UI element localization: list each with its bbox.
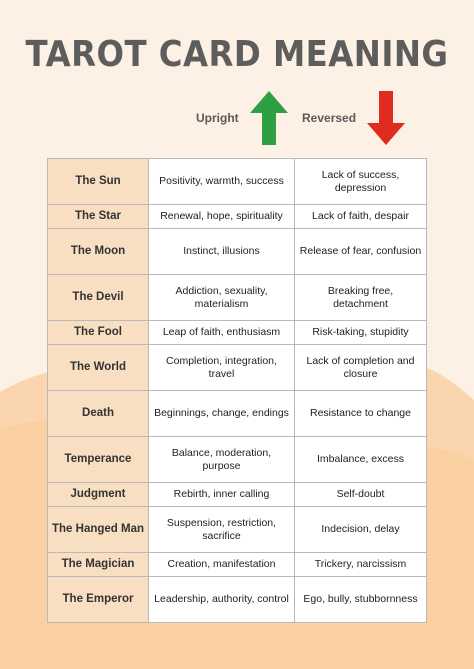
upright-meaning-cell: Positivity, warmth, success	[149, 159, 295, 205]
table-row	[48, 345, 427, 391]
upright-meaning-cell: Renewal, hope, spirituality	[149, 205, 295, 229]
reversed-meaning-cell: Lack of faith, despair	[295, 205, 427, 229]
table-row	[48, 391, 427, 437]
card-name-cell: The Emperor	[48, 577, 149, 623]
card-name-cell: The Magician	[48, 553, 149, 577]
upright-meaning-cell: Balance, moderation, purpose	[149, 437, 295, 483]
upright-meaning-cell: Instinct, illusions	[149, 229, 295, 275]
card-name-cell: The Sun	[48, 159, 149, 205]
reversed-meaning-cell: Indecision, delay	[295, 507, 427, 553]
card-name-cell: The Star	[48, 205, 149, 229]
reversed-meaning-cell: Breaking free, detachment	[295, 275, 427, 321]
reversed-meaning-cell: Resistance to change	[295, 391, 427, 437]
upright-meaning-cell: Beginnings, change, endings	[149, 391, 295, 437]
table-row	[48, 321, 427, 345]
reversed-meaning-cell: Risk-taking, stupidity	[295, 321, 427, 345]
reversed-label: Reversed	[302, 111, 357, 125]
table-row	[48, 483, 427, 507]
upright-meaning-cell: Rebirth, inner calling	[149, 483, 295, 507]
upright-meaning-cell: Leap of faith, enthusiasm	[149, 321, 295, 345]
page-title: TAROT CARD MEANING	[25, 34, 449, 75]
card-name-cell: The Moon	[48, 229, 149, 275]
card-name-cell: The Devil	[48, 275, 149, 321]
upright-meaning-cell: Suspension, restriction, sacrifice	[149, 507, 295, 553]
reversed-meaning-cell: Trickery, narcissism	[295, 553, 427, 577]
table-row	[48, 275, 427, 321]
arrow-up-icon	[250, 91, 288, 145]
table-row	[48, 437, 427, 483]
table-row	[48, 159, 427, 205]
arrow-down-icon	[367, 91, 405, 145]
upright-meaning-cell: Leadership, authority, control	[149, 577, 295, 623]
upright-meaning-cell: Completion, integration, travel	[149, 345, 295, 391]
table-row	[48, 553, 427, 577]
card-name-cell: The Hanged Man	[48, 507, 149, 553]
upright-meaning-cell: Addiction, sexuality, materialism	[149, 275, 295, 321]
reversed-meaning-cell: Lack of success, depression	[295, 159, 427, 205]
reversed-meaning-cell: Self-doubt	[295, 483, 427, 507]
upright-meaning-cell: Creation, manifestation	[149, 553, 295, 577]
card-name-cell: The World	[48, 345, 149, 391]
card-name-cell: Temperance	[48, 437, 149, 483]
tarot-table	[47, 158, 427, 623]
table-row	[48, 229, 427, 275]
card-name-cell: The Fool	[48, 321, 149, 345]
card-name-cell: Death	[48, 391, 149, 437]
card-name-cell: Judgment	[48, 483, 149, 507]
table-row	[48, 507, 427, 553]
reversed-meaning-cell: Release of fear, confusion	[295, 229, 427, 275]
table-row	[48, 205, 427, 229]
reversed-meaning-cell: Lack of completion and closure	[295, 345, 427, 391]
reversed-meaning-cell: Imbalance, excess	[295, 437, 427, 483]
upright-label: Upright	[196, 111, 239, 125]
reversed-meaning-cell: Ego, bully, stubbornness	[295, 577, 427, 623]
table-row	[48, 577, 427, 623]
